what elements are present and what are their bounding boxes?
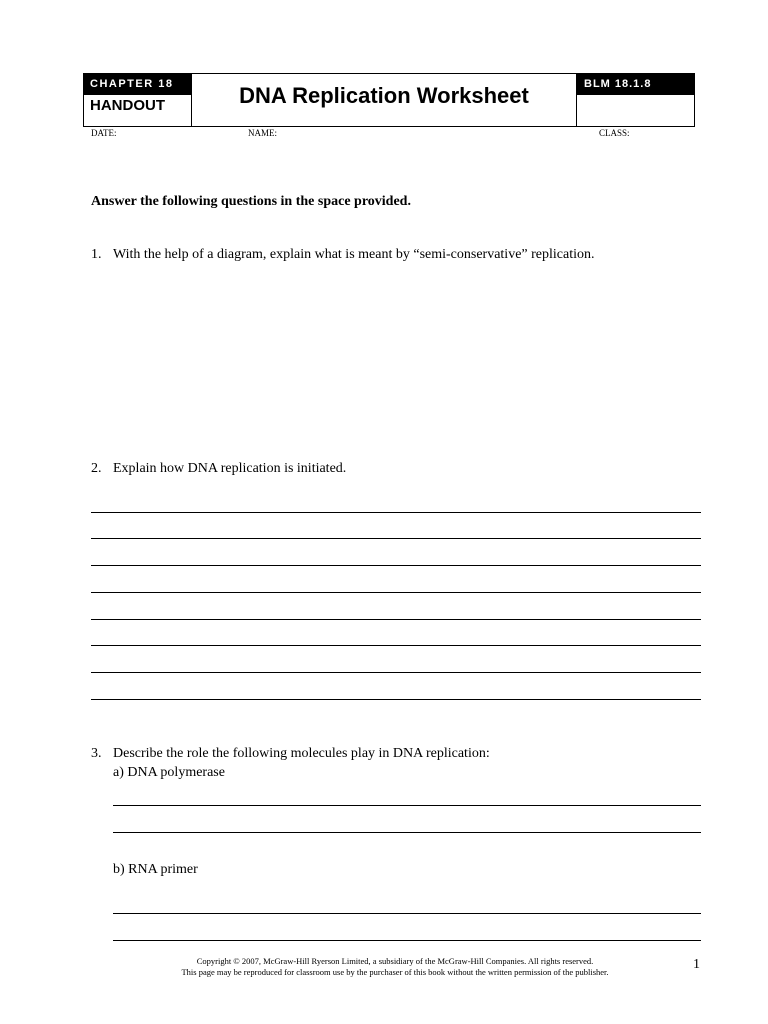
answer-line[interactable]: [91, 565, 701, 566]
blm-label: BLM 18.1.8: [577, 74, 694, 95]
question-text: Describe the role the following molecules play in DNA replication:: [113, 746, 490, 761]
answer-line[interactable]: [91, 699, 701, 700]
handout-label: HANDOUT: [90, 97, 165, 114]
answer-line[interactable]: [113, 913, 701, 914]
page-number: 1: [693, 957, 700, 972]
answer-line[interactable]: [91, 619, 701, 620]
answer-line[interactable]: [113, 940, 701, 941]
answer-line[interactable]: [113, 805, 701, 806]
answer-line[interactable]: [113, 832, 701, 833]
answer-line[interactable]: [91, 645, 701, 646]
copyright-text: Copyright © 2007, McGraw-Hill Ryerson Limited, a subsidiary of the McGraw-Hill Companies. All rights reserved.: [196, 956, 594, 966]
subquestion-b: b) RNA primer: [113, 862, 198, 877]
answer-line[interactable]: [91, 512, 701, 513]
subquestion-a: a) DNA polymerase: [113, 765, 225, 780]
answer-line[interactable]: [91, 538, 701, 539]
page-title: DNA Replication Worksheet: [239, 83, 529, 108]
class-label: CLASS:: [599, 128, 630, 138]
permission-text: This page may be reproduced for classroom use by the purchaser of this book without the written permission of the publisher.: [181, 967, 609, 977]
name-label: NAME:: [248, 128, 277, 138]
blm-box: [576, 74, 694, 126]
instructions: Answer the following questions in the space provided.: [91, 194, 411, 209]
answer-line[interactable]: [91, 592, 701, 593]
question-number: 3.: [91, 746, 102, 761]
chapter-box: [84, 74, 192, 126]
footer: [140, 956, 650, 978]
chapter-label: CHAPTER 18: [84, 74, 191, 95]
worksheet-header: [83, 73, 695, 127]
question-number: 2.: [91, 461, 102, 476]
question-text: With the help of a diagram, explain what is meant by “semi-conservative” replication.: [113, 247, 595, 262]
question-text: Explain how DNA replication is initiated.: [113, 461, 347, 476]
answer-line[interactable]: [91, 672, 701, 673]
question-number: 1.: [91, 247, 102, 262]
date-label: DATE:: [91, 128, 117, 138]
answer-space-1[interactable]: [91, 270, 701, 450]
